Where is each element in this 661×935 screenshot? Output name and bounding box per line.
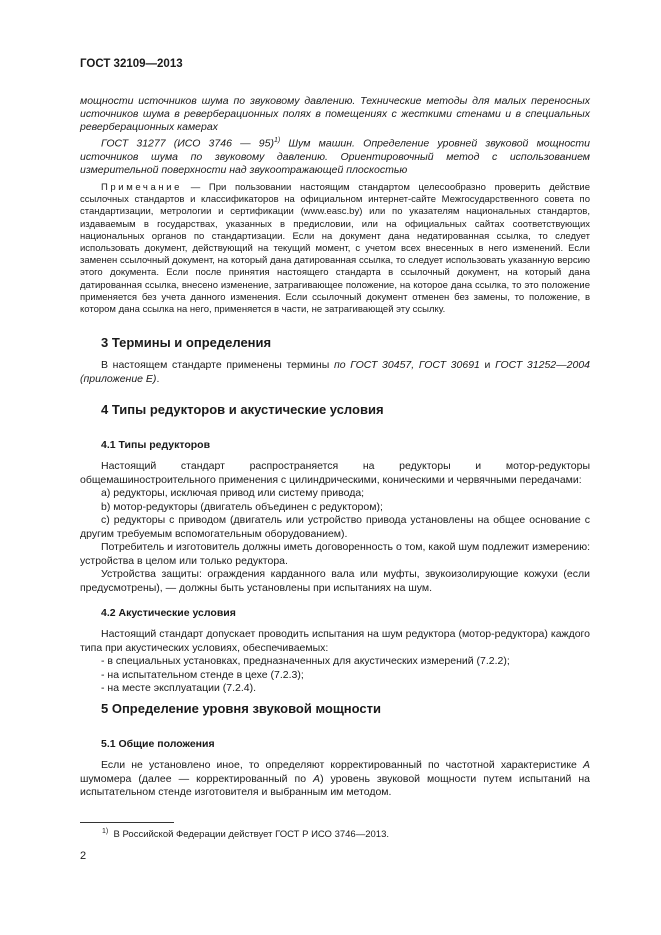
- note-paragraph: [80, 182, 590, 316]
- list-item: c) редукторы с приводом (двигатель или устройство привода установлены на общее основание с другим требуемым вспомогательным оборудованием).: [80, 514, 590, 540]
- list-item: a) редукторы, исключая привод или систему привода;: [101, 487, 365, 499]
- footnote: [80, 828, 389, 840]
- list-item: - на испытательном стенде в цехе (7.2.3);: [101, 668, 304, 681]
- text-run-italic: А: [582, 759, 590, 771]
- footnote-text: В Российской Федерации действует ГОСТ Р ИСО 3746—2013.: [113, 829, 389, 841]
- section-5-paragraph: [80, 759, 590, 800]
- reference-code: ГОСТ 31277 (ИСО 3746 — 95): [101, 137, 274, 150]
- paragraph: Устройства защиты: ограждения карданного вала или муфты, звукоизолирующие кожухи (если предусмотрены), — должны быть установлены при испытаниях на шум.: [80, 568, 590, 594]
- text-run: ) уровень звуковой мощности путем испытаний на испытательном стенде изготовителя и выбранным им методом.: [80, 772, 590, 798]
- list-item: - на месте эксплуатации (7.2.4).: [101, 682, 257, 694]
- subsection-4-1-body: [80, 460, 590, 595]
- paragraph: Потребитель и изготовитель должны иметь договоренность о том, какой шум подлежит измерению: устройства в целом или только редуктора.: [80, 541, 590, 567]
- subsection-4-2-body: [80, 628, 590, 696]
- text-run: шумомера (далее — корректированный по: [80, 772, 314, 785]
- paragraph: Настоящий стандарт распространяется на редукторы и мотор-редукторы общемашиностроительного применения с цилиндрическими, коническими и червячными передачами:: [80, 460, 590, 486]
- paragraph: Настоящий стандарт допускает проводить испытания на шум редуктора (мотор-редуктора) каждого типа при акустических условиях, обеспечиваемых:: [80, 628, 590, 654]
- note-block: [80, 182, 590, 316]
- references-block: [80, 95, 590, 177]
- text-run-italic: ГОСТ 31252—2004 (приложение Е): [80, 359, 590, 385]
- section-3-paragraph: [80, 359, 590, 386]
- section-4: [80, 402, 590, 696]
- page-number: 2: [80, 850, 87, 862]
- subsection-4-1-title: 4.1 Типы редукторов: [101, 439, 211, 451]
- section-3: [80, 335, 590, 386]
- list-item: b) мотор-редукторы (двигатель объединен с редуктором);: [101, 500, 383, 513]
- section-5-title: 5 Определение уровня звуковой мощности: [101, 701, 382, 716]
- note-text: — При пользовании настоящим стандартом целесообразно проверить действие ссылочных стандартов и классификаторов на официальном интернет-сайте Межгосударственного совета по стандартизации, метрологии и сертификации (www.easc.by) или по указателям национальных стандартов, издаваемым в государствах, указанных в предисловии, или на официальных сайтах соответствующих национальных органов по стандартизации. Если на документ дана недатированная ссылка, то следует использовать документ, действующий на текущий момент, с учетом всех внесенных в него изменений. Если заменен ссылочный документ, на который дана датированная ссылка, то следует использовать указанную версию этого документа. Если после принятия настоящего стандарта в ссылочный документ, на который дана датированная ссылка, внесено изменение, затрагивающее положение, на которое дана ссылка, то это положение применяется без учета данного изменения. Если ссылочный документ отменен без замены, то положение, в котором дана ссылка на него, применяется в части, не затрагивающей эту ссылку.: [80, 182, 590, 316]
- list-item: - в специальных установках, предназначенных для акустических измерений (7.2.2);: [101, 655, 510, 667]
- text-run: Если не установлено иное, то определяют корректированный по частотной характеристике: [101, 759, 583, 771]
- section-3-title: 3 Термины и определения: [101, 335, 272, 350]
- subsection-4-2-title: 4.2 Акустические условия: [101, 607, 236, 619]
- text-run: и: [479, 359, 496, 371]
- text-run: .: [156, 372, 160, 385]
- document-code-header: ГОСТ 32109—2013: [80, 58, 183, 70]
- section-4-title: 4 Типы редукторов и акустические условия: [101, 402, 384, 417]
- text-run-italic: А: [313, 772, 321, 785]
- section-5: [80, 701, 590, 800]
- reference-title: Шум машин. Определение уровней звуковой мощности источников шума по звуковому давлению. Ориентировочный метод с использованием измерительной поверхности над звукоотражающей плоскостью: [80, 137, 590, 176]
- note-label: Примечание: [101, 182, 182, 193]
- subsection-5-1-title: 5.1 Общие положения: [101, 738, 215, 750]
- footnote-marker: 1): [273, 137, 281, 144]
- reference-gost-31277: [80, 134, 590, 177]
- text-run: В настоящем стандарте применены термины: [101, 359, 334, 371]
- footnote-mark: 1): [102, 828, 109, 835]
- text-run-italic: по ГОСТ 30457, ГОСТ 30691: [333, 359, 480, 371]
- footnote-divider: [80, 822, 174, 823]
- reference-continuation: мощности источников шума по звуковому давлению. Технические методы для малых переносных источников шума в реверберационных полях в помещениях с жесткими стенами и в специальных реверберационных камерах: [80, 95, 590, 133]
